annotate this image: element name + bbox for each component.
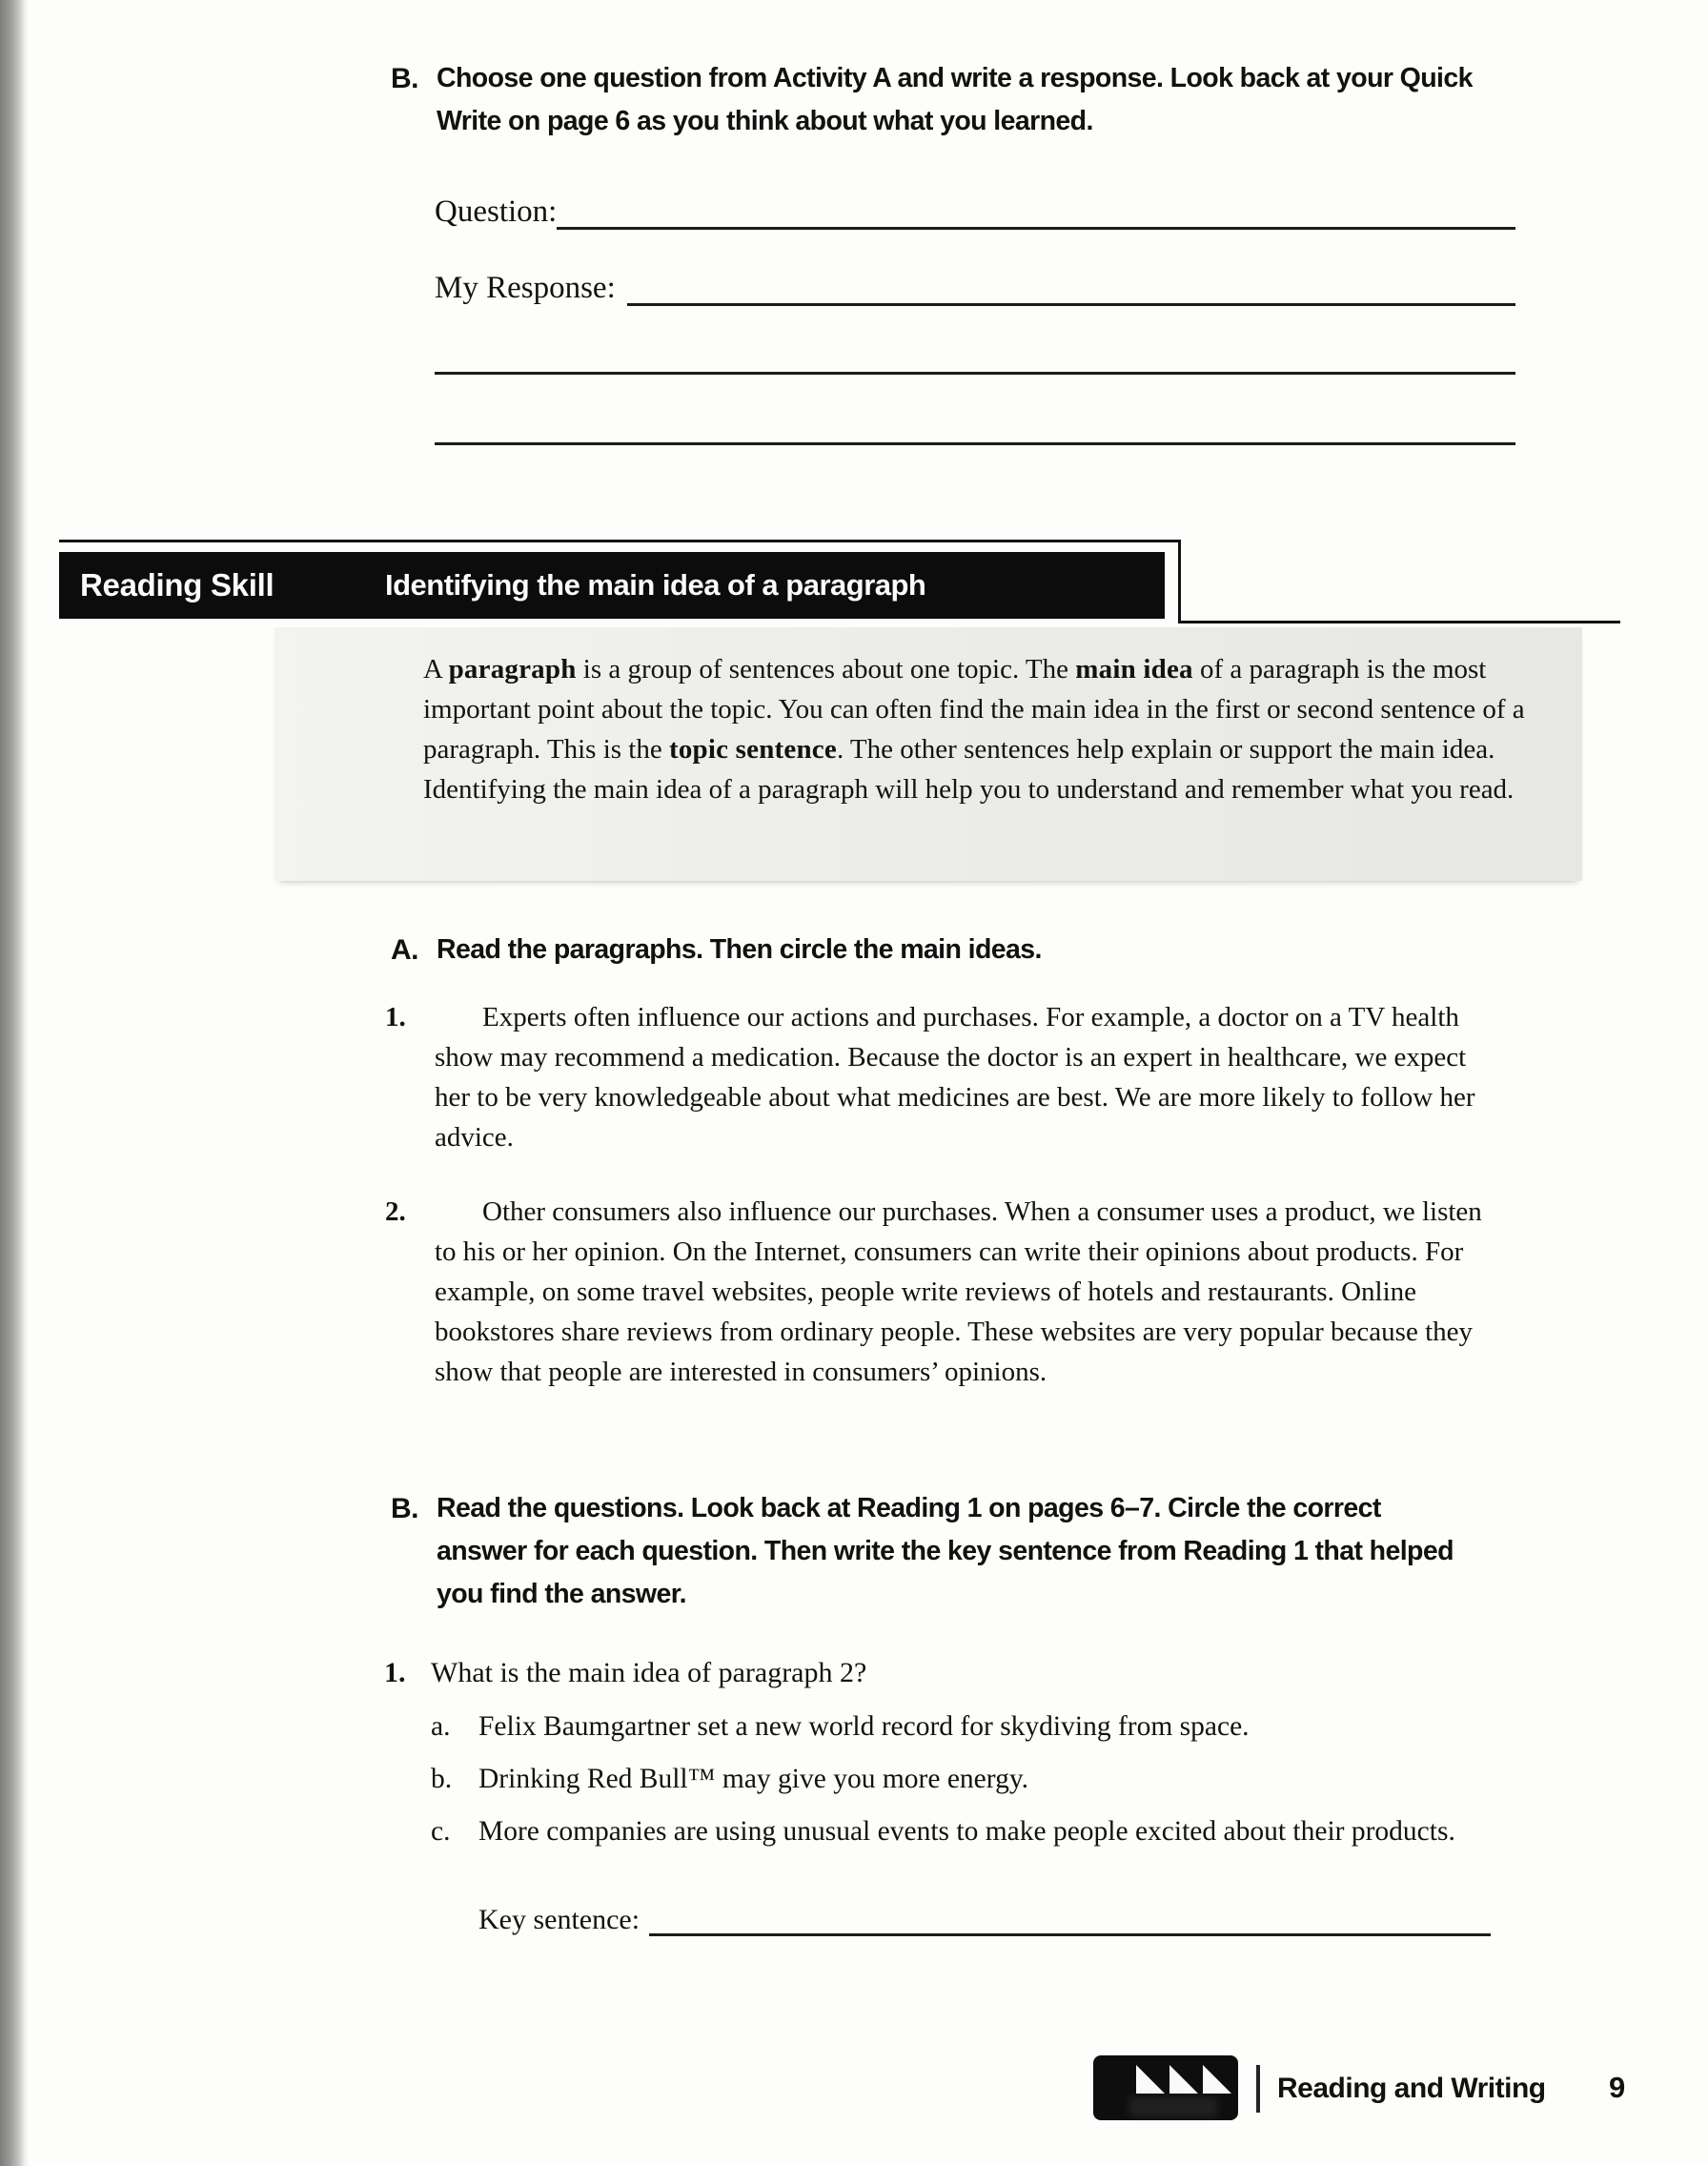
banner-top-rule: [59, 540, 1178, 542]
option-letter: a.: [431, 1711, 451, 1742]
response-blank-line-2: [435, 336, 1515, 375]
page-binding-shadow: [0, 0, 29, 2166]
banner-bottom-rule: [1178, 621, 1620, 623]
q-series-triangles-logo-icon: [1093, 2055, 1238, 2120]
option-text: Drinking Red Bull™ may give you more energy.: [478, 1764, 1029, 1794]
answer-option-b: [431, 1759, 1513, 1799]
logo-triangle-icon: [1169, 2065, 1198, 2094]
question-text: What is the main idea of paragraph 2?: [431, 1657, 867, 1688]
activity-b-instruction: Read the questions. Look back at Reading 1 on pages 6–7. Circle the correct answer for each question. Then write the key sentence from Reading 1 that helped you find the answer.: [437, 1493, 1454, 1609]
response-blank-line: [627, 265, 1515, 306]
paragraph-text: Experts often influence our actions and purchases. For example, a doctor on a TV health show may recommend a medication. Because the doctor is an expert in healthcare, we expect her to be very knowledgeable about what medicines are best. We are more likely to follow her advice.: [435, 1002, 1475, 1153]
activity-a-heading: [391, 929, 1490, 971]
reading-skill-banner-label: Reading Skill: [80, 567, 274, 603]
page-number: 9: [1609, 2071, 1626, 2104]
reading-skill-banner-title: Identifying the main idea of a paragraph: [385, 568, 926, 602]
option-letter: b.: [431, 1764, 453, 1794]
question-number: 1.: [384, 1657, 406, 1688]
logo-triangle-icon: [1203, 2065, 1231, 2094]
paragraph-item: [385, 997, 1483, 1157]
activity-b-top-marker: B.: [391, 63, 418, 94]
activity-b-heading: [391, 1487, 1490, 1616]
paragraph-text: Other consumers also influence our purchases. When a consumer uses a product, we listen to his or her opinion. On the Internet, consumers can write their opinions about products. For example, on some travel websites, people write reviews of hotels and restaurants. Online bookstores share reviews from ordinary people. These websites are very popular because they show that people are interested in consumers’ opinions.: [435, 1196, 1482, 1387]
activity-a-marker: A.: [391, 934, 418, 966]
question-row: [435, 189, 1515, 230]
logo-triangle-icon: [1136, 2065, 1165, 2094]
skill-definition-box: [274, 627, 1582, 881]
response-row: [435, 265, 1515, 306]
activity-b-marker: B.: [391, 1493, 418, 1524]
reading-skill-banner: [59, 552, 1165, 619]
option-text: Felix Baumgartner set a new world record for skydiving from space.: [478, 1711, 1250, 1742]
footer-section-title: Reading and Writing: [1277, 2073, 1546, 2104]
activity-a-instruction: Read the paragraphs. Then circle the main ideas.: [437, 934, 1042, 965]
response-blank-line-3: [435, 406, 1515, 445]
question-label: Question:: [435, 194, 558, 229]
footer-divider: [1256, 2065, 1260, 2113]
question-item: [384, 1653, 1490, 1693]
paragraph-number: 1.: [385, 1002, 406, 1032]
paragraph-item: [385, 1192, 1483, 1392]
activity-b-top-heading: [391, 57, 1490, 143]
answer-option-a: [431, 1706, 1513, 1747]
answer-option-c: [431, 1811, 1513, 1851]
paragraph-number: 2.: [385, 1196, 406, 1227]
activity-b-top-instruction: Choose one question from Activity A and write a response. Look back at your Quick Write on page 6 as you think about what you learned.: [437, 63, 1473, 136]
option-text: More companies are using unusual events to make people excited about their products.: [478, 1816, 1455, 1847]
logo-smudge: [1129, 2097, 1217, 2116]
skill-definition-text: A paragraph is a group of sentences about one topic. The main idea of a paragraph is the most important point about the topic. You can often find the main idea in the first or second sentence of a paragraph. This is the topic sentence. The other sentences help explain or support the main idea. Identifying the main idea of a paragraph will help you to understand and remember what you read.: [423, 654, 1525, 805]
key-sentence-row: [478, 1899, 1491, 1936]
key-sentence-blank-line: [649, 1899, 1491, 1936]
response-label: My Response:: [435, 271, 616, 305]
option-letter: c.: [431, 1816, 451, 1847]
question-blank-line: [557, 189, 1515, 230]
key-sentence-label: Key sentence:: [478, 1904, 640, 1935]
banner-right-rule: [1178, 540, 1181, 623]
